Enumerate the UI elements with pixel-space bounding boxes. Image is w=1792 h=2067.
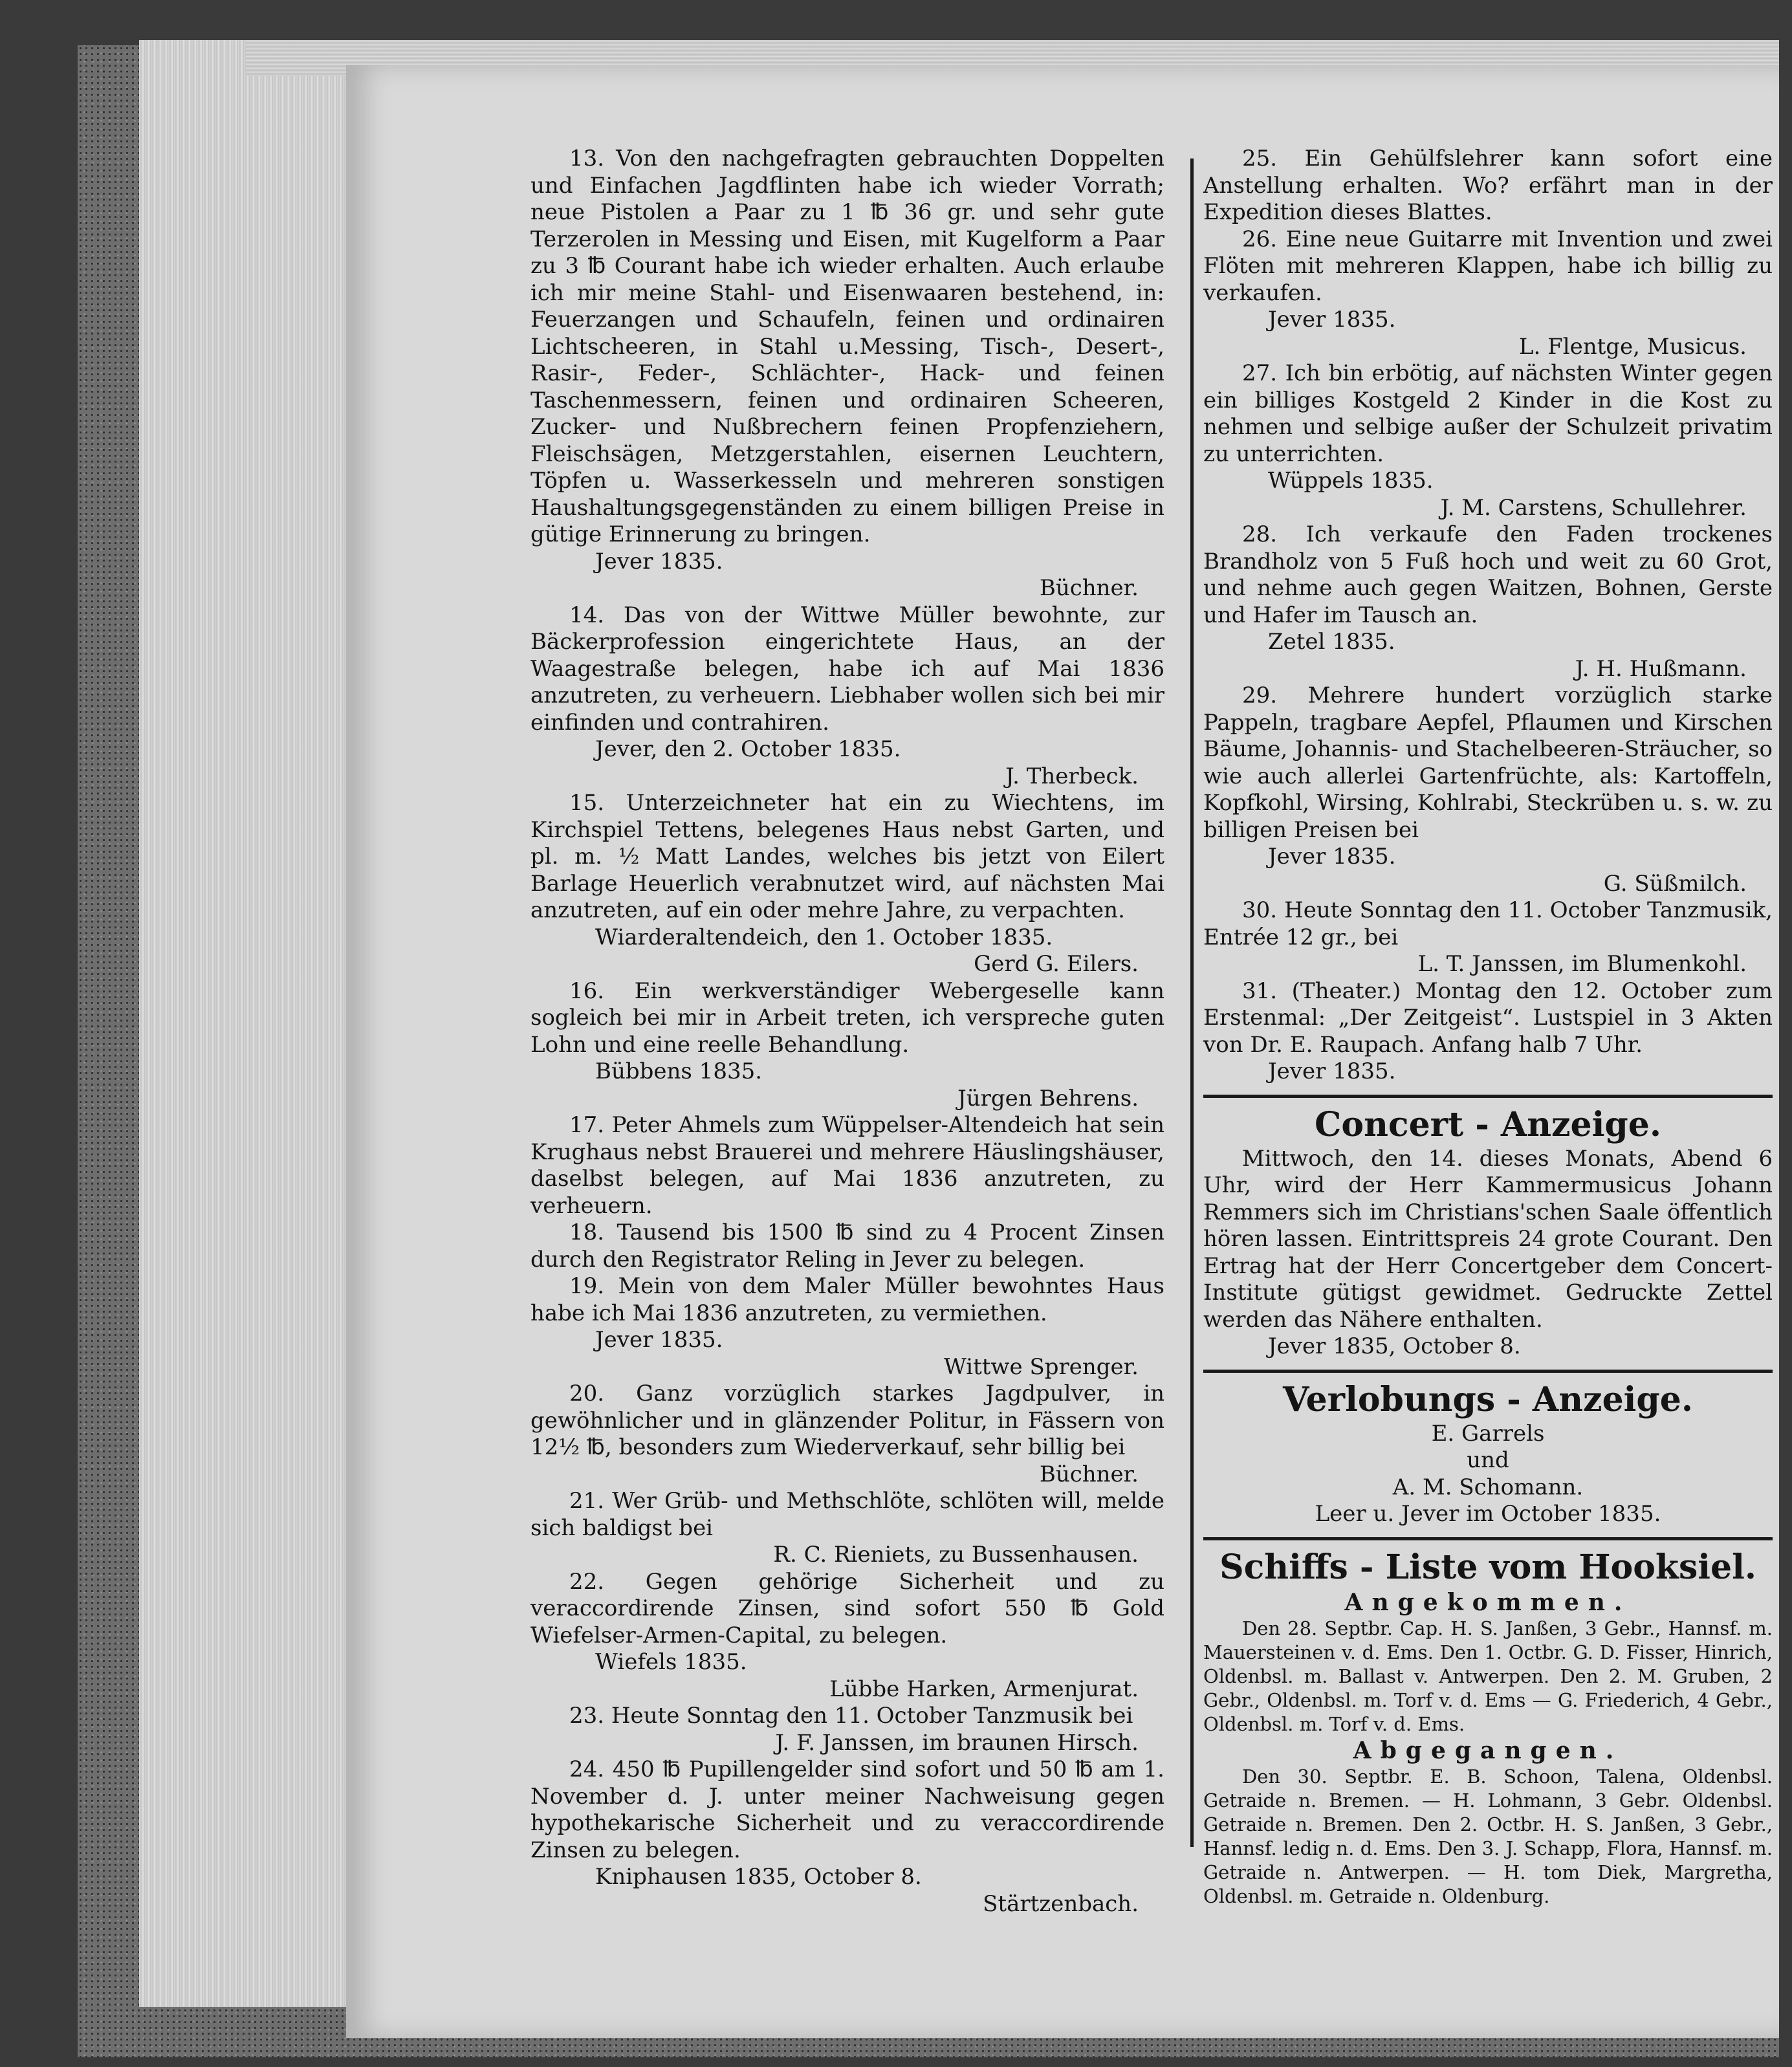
ad-signature: J. H. Hußmann. [1575, 655, 1747, 682]
ad-signature: J. F. Janssen, im braunen Hirsch. [775, 1729, 1139, 1756]
ships-departed-label: Abgegangen. [1353, 1736, 1623, 1764]
ad-date: Wiarderaltendeich, den 1. October 1835. [595, 924, 1053, 950]
right-ads [1203, 146, 1773, 1086]
ad-text: (Theater.) Montag den 12. October zum Erstenmal: „Der Zeitgeist“. Lustspiel in 3 Akten von Dr. E. Raupach. Anfang halb 7 Uhr. [1203, 978, 1773, 1058]
ad-number: 18. [569, 1219, 605, 1245]
advertisement [1203, 146, 1773, 226]
ad-date: Wiefels 1835. [595, 1649, 747, 1675]
ad-text: Ein werkverständiger Webergeselle kann sogleich bei mir in Arbeit treten, ich verspreche guten Lohn und eine reelle Behandlung. [530, 978, 1164, 1058]
ad-number: 22. [569, 1568, 605, 1595]
advertisement [530, 1756, 1164, 1918]
ad-text: Heute Sonntag den 11. October Tanzmusik bei [611, 1703, 1133, 1729]
ad-signature: Gerd G. Eilers. [974, 951, 1139, 977]
ad-number: 17. [569, 1112, 605, 1138]
ships-heading: Schiffs - Liste vom Hooksiel. [1219, 1547, 1756, 1587]
ad-number: 27. [1242, 360, 1278, 386]
ad-text: Ich verkaufe den Faden trockenes Brandholz von 5 Fuß hoch und weit zu 60 Grot, und nehme auch gegen Waitzen, Bohnen, Gerste und Hafer im Tausch an. [1203, 521, 1773, 628]
concert-text: Mittwoch, den 14. dieses Monats, Abend 6 Uhr, wird der Herr Kammermusicus Johann Remmers sich im Christians'schen Saale öffentlich hören lassen. Eintrittspreis 24 grote Courant. Den Ertrag hat der Herr Concertgeber dem Concert-Institute gütigst gewidmet. Gedruckte Zettel werden das Nähere enthalten. [1203, 1145, 1773, 1333]
ad-signature: J. Therbeck. [1005, 763, 1139, 789]
ad-text: Wer Grüb- und Methschlöte, schlöten will, melde sich baldigst bei [530, 1488, 1164, 1541]
ad-number: 20. [569, 1381, 605, 1406]
concert-heading: Concert - Anzeige. [1315, 1104, 1661, 1144]
section-rule [1203, 1095, 1773, 1098]
advertisement [530, 1381, 1164, 1488]
ad-text: Ich bin erbötig, auf nächsten Winter gegen ein billiges Kostgeld 2 Kinder in die Kost zu nehmen und selbige außer der Schulzeit privatim zu unterrichten. [1203, 360, 1773, 467]
ad-signature: Büchner. [1039, 575, 1139, 601]
section-rule [1203, 1537, 1773, 1540]
advertisement [530, 146, 1164, 602]
advertisement [530, 978, 1164, 1113]
engagement-name1: E. Garrels [1431, 1420, 1545, 1447]
ad-text: Ein Gehülfslehrer kann sofort eine Anstellung erhalten. Wo? erfährt man in der Expedition dieses Blattes. [1203, 146, 1773, 225]
section-rule [1203, 1370, 1773, 1373]
advertisement [530, 1703, 1164, 1756]
advertisement [1203, 978, 1773, 1086]
ad-number: 23. [569, 1703, 605, 1729]
ad-date: Jever 1835. [595, 548, 723, 574]
ad-text: Von den nachgefragten gebrauchten Doppelten und Einfachen Jagdflinten habe ich wieder Vorrath; neue Pistolen a Paar zu 1 ℔ 36 gr. und sehr gute Terzerolen in Messing und Eisen, mit Kugelform a Paar zu 3 ℔ Courant habe ich wieder erhalten. Auch erlaube ich mir meine Stahl- und Eisenwaaren bestehend, in: Feuerzangen und Schaufeln, feinen und ordinairen Lichtscheeren, in Stahl u.Messing, Tisch-, Desert-, Rasir-, Feder-, Schlächter-, Hack- und feinen Taschenmessern, feinen und ordinairen Scheeren, Zucker- und Nußbrechern feinen Propfenziehern, Fleischsägen, Metzgerstahlen, eisernen Leuchtern, Töpfen u. Wasserkesseln und mehreren sonstigen Haushaltungsgegenständen zu einem billigen Preise in gütige Erinnerung zu bringen. [530, 146, 1164, 547]
ad-number: 26. [1242, 226, 1278, 252]
ad-text: Das von der Wittwe Müller bewohnte, zur Bäckerprofession eingerichtete Haus, an der Waagestraße belegen, habe ich auf Mai 1836 anzutreten, zu verheuern. Liebhaber wollen sich bei mir einfinden und contrahiren. [530, 602, 1164, 736]
ad-text: Mehrere hundert vorzüglich starke Pappeln, tragbare Aepfel, Pflaumen und Kirschen Bäume, Johannis- und Stachelbeeren-Sträucher, so wie auch allerlei Gartenfrüchte, als: Kartoffeln, Kopfkohl, Wirsing, Kohlrabi, Steckrüben u. s. w. zu billigen Preisen bei [1203, 683, 1773, 843]
advertisement [1203, 521, 1773, 683]
ad-date: Kniphausen 1835, October 8. [595, 1864, 922, 1890]
ad-signature: G. Süßmilch. [1603, 870, 1747, 897]
ad-date: Wüppels 1835. [1268, 468, 1434, 494]
advertisement [1203, 897, 1773, 978]
ad-text: Heute Sonntag den 11. October Tanzmusik, Entrée 12 gr., bei [1203, 897, 1773, 950]
ad-date: Jever 1835. [595, 1327, 723, 1353]
advertisement [530, 1569, 1164, 1703]
ad-signature: J. M. Carstens, Schullehrer. [1440, 494, 1747, 521]
ad-number: 13. [569, 146, 605, 171]
ad-text: Gegen gehörige Sicherheit und zu veraccordirende Zinsen, sind sofort 550 ℔ Gold Wiefelser-Armen-Capital, zu belegen. [530, 1568, 1164, 1648]
concert-date: Jever 1835, October 8. [1268, 1333, 1521, 1359]
ad-signature: Stärtzenbach. [983, 1890, 1139, 1917]
ad-text: Peter Ahmels zum Wüppelser-Altendeich hat sein Krughaus nebst Brauerei und mehrere Häuslingshäuser, daselbst belegen, auf Mai 1836 anzutreten, zu verheuern. [530, 1112, 1165, 1219]
ad-signature: R. C. Rieniets, zu Bussenhausen. [773, 1542, 1139, 1568]
ad-text: Unterzeichneter hat ein zu Wiechtens, im Kirchspiel Tettens, belegenes Haus nebst Garten, und pl. m. ½ Matt Landes, welches bis jetzt von Eilert Barlage Heuerlich verabnutzet wird, auf nächsten Mai anzutreten, auf ein oder mehre Jahre, zu verpachten. [530, 790, 1164, 923]
ad-date: Jever, den 2. October 1835. [595, 736, 901, 762]
right-column [1203, 146, 1773, 1908]
ships-arrived-text: Den 28. Septbr. Cap. H. S. Janßen, 3 Gebr., Hannsf. m. Mauersteinen v. d. Ems. Den 1. Octbr. G. D. Fisser, Hinrich, Oldenbsl. m. Ballast v. Antwerpen. Den 2. M. Gruben, 2 Gebr., Oldenbsl. m. Torf v. d. Ems — G. Friederich, 4 Gebr., Oldenbsl. m. Torf v. d. Ems. [1203, 1617, 1773, 1735]
ad-number: 19. [569, 1273, 605, 1299]
ad-signature: L. Flentge, Musicus. [1518, 333, 1747, 360]
ad-text: Ganz vorzüglich starkes Jagdpulver, in gewöhnlicher und in glänzender Politur, in Fässern von 12½ ℔, besonders zum Wiederverkauf, sehr billig bei [530, 1381, 1164, 1460]
ad-number: 29. [1242, 683, 1278, 708]
ad-number: 21. [569, 1488, 605, 1514]
ad-date: Jever 1835. [1268, 307, 1396, 333]
advertisement [530, 1112, 1164, 1219]
ad-date: Jever 1835. [1268, 1058, 1396, 1084]
ad-number: 16. [569, 978, 605, 1004]
advertisement [530, 790, 1164, 978]
advertisement [1203, 360, 1773, 521]
engagement-and: und [1467, 1447, 1509, 1473]
advertisement [530, 602, 1164, 791]
advertisement [1203, 683, 1773, 897]
ad-number: 14. [569, 602, 605, 628]
ships-departed-text: Den 30. Septbr. E. B. Schoon, Talena, Oldenbsl. Getraide n. Bremen. — H. Lohmann, 3 Gebr. Oldenbsl. Getraide n. Bremen. Den 2. Octbr. H. S. Janßen, 3 Gebr., Hannsf. ledig n. d. Ems. Den 3. J. Schapp, Flora, Hannsf. m. Getraide n. Antwerpen. — H. tom Diek, Margretha, Oldenbsl. m. Getraide n. Oldenburg. [1203, 1765, 1773, 1907]
page-edges [139, 40, 353, 2007]
ad-signature: L. T. Janssen, im Blumenkohl. [1417, 951, 1747, 977]
ad-text: Mein von dem Maler Müller bewohntes Haus habe ich Mai 1836 anzutreten, zu vermiethen. [530, 1273, 1164, 1326]
ad-signature: Lübbe Harken, Armenjurat. [829, 1676, 1139, 1702]
ad-signature: Wittwe Sprenger. [943, 1353, 1139, 1380]
advertisement [530, 1488, 1164, 1569]
left-column [530, 146, 1164, 1918]
ad-number: 24. [569, 1756, 605, 1782]
column-divider [1190, 159, 1194, 1847]
ad-number: 31. [1242, 978, 1278, 1004]
advertisement [1203, 226, 1773, 361]
ad-text: Eine neue Guitarre mit Invention und zwei Flöten mit mehreren Klappen, habe ich billig zu verkaufen. [1203, 226, 1773, 306]
advertisement [530, 1219, 1164, 1273]
ad-date: Zetel 1835. [1268, 629, 1395, 655]
ad-text: Tausend bis 1500 ℔ sind zu 4 Procent Zinsen durch den Registrator Reling in Jever zu belegen. [530, 1219, 1164, 1273]
ad-number: 30. [1242, 897, 1278, 923]
ad-number: 25. [1242, 146, 1278, 171]
engagement-place: Leer u. Jever im October 1835. [1315, 1501, 1661, 1527]
engagement-name2: A. M. Schomann. [1392, 1474, 1584, 1500]
ships-arrived-label: Angekommen. [1344, 1588, 1632, 1616]
ad-number: 28. [1242, 521, 1278, 547]
ad-number: 15. [569, 790, 605, 816]
ad-date: Jever 1835. [1268, 844, 1396, 869]
ad-date: Bübbens 1835. [595, 1058, 763, 1084]
ad-signature: Büchner. [1039, 1461, 1139, 1487]
engagement-heading: Verlobungs - Anzeige. [1283, 1379, 1693, 1419]
ad-text: 450 ℔ Pupillengelder sind sofort und 50 ℔ am 1. November d. J. unter meiner Nachweisung gegen hypothekarische Sicherheit und zu veraccordirende Zinsen zu belegen. [530, 1756, 1164, 1863]
ad-signature: Jürgen Behrens. [957, 1085, 1139, 1111]
advertisement [530, 1273, 1164, 1381]
